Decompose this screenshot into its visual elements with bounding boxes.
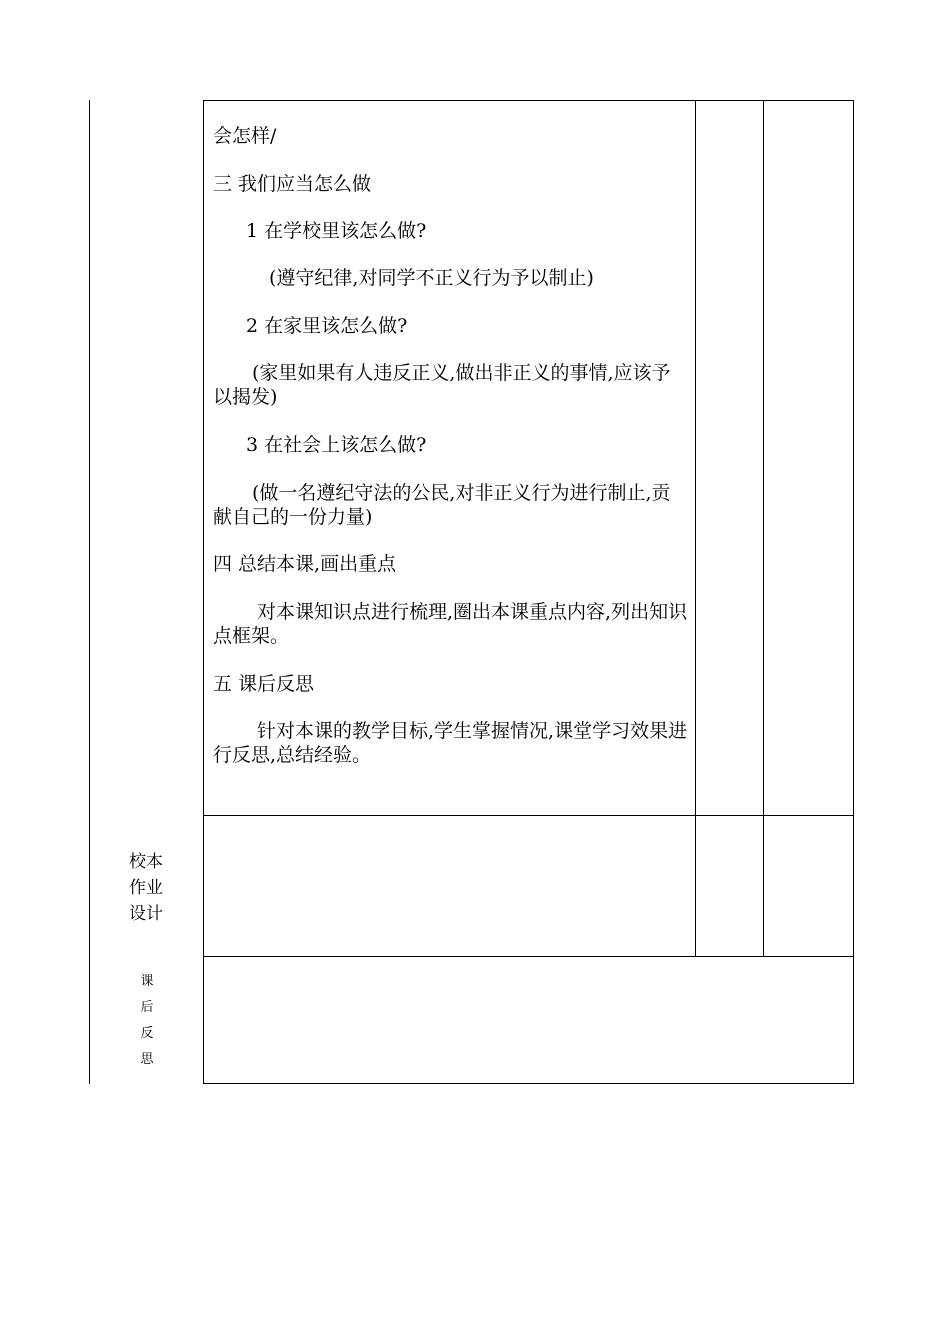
section-5-heading: 五 课后反思: [213, 673, 315, 695]
section-4-body: 对本课知识点进行梳理,圈出本课重点内容,列出知识点框架。: [213, 601, 688, 647]
section-5-body: 针对本课的教学目标,学生掌握情况,课堂学习效果进行反思,总结经验。: [213, 720, 688, 766]
table-right-border: [853, 100, 854, 1084]
answer-2: (家里如果有人违反正义,做出非正义的事情,应该予以揭发): [213, 362, 671, 408]
homework-label-line-3: 设计: [129, 904, 163, 924]
column-divider-1: [695, 100, 696, 957]
reflection-char-4: 思: [140, 1052, 154, 1067]
table-left-border: [203, 100, 204, 1084]
answer-1: (遵守纪律,对同学不正义行为予以制止): [269, 267, 594, 289]
table-top-border: [203, 100, 854, 101]
table-bottom-border: [203, 1083, 854, 1084]
content-line-1: 会怎样/: [213, 125, 277, 147]
section-3-heading: 三 我们应当怎么做: [213, 173, 372, 195]
homework-label-line-1: 校本: [129, 852, 163, 872]
question-3: 3 在社会上该怎么做?: [246, 434, 427, 456]
homework-design-label: [118, 849, 174, 927]
left-margin-line: [89, 100, 90, 1084]
question-2: 2 在家里该怎么做?: [246, 315, 408, 337]
answer-3: (做一名遵纪守法的公民,对非正义行为进行制止,贡献自己的一份力量): [213, 482, 671, 528]
homework-label-line-2: 作业: [129, 878, 163, 898]
after-class-reflection-label: [132, 969, 162, 1073]
row-divider-2: [203, 956, 854, 957]
question-1: 1 在学校里该怎么做?: [246, 220, 427, 242]
reflection-char-1: 课: [140, 974, 154, 989]
section-4-heading: 四 总结本课,画出重点: [213, 553, 397, 575]
column-divider-2: [763, 100, 764, 957]
reflection-char-3: 反: [140, 1026, 154, 1041]
row-divider-1: [203, 815, 854, 816]
reflection-char-2: 后: [140, 1000, 154, 1015]
